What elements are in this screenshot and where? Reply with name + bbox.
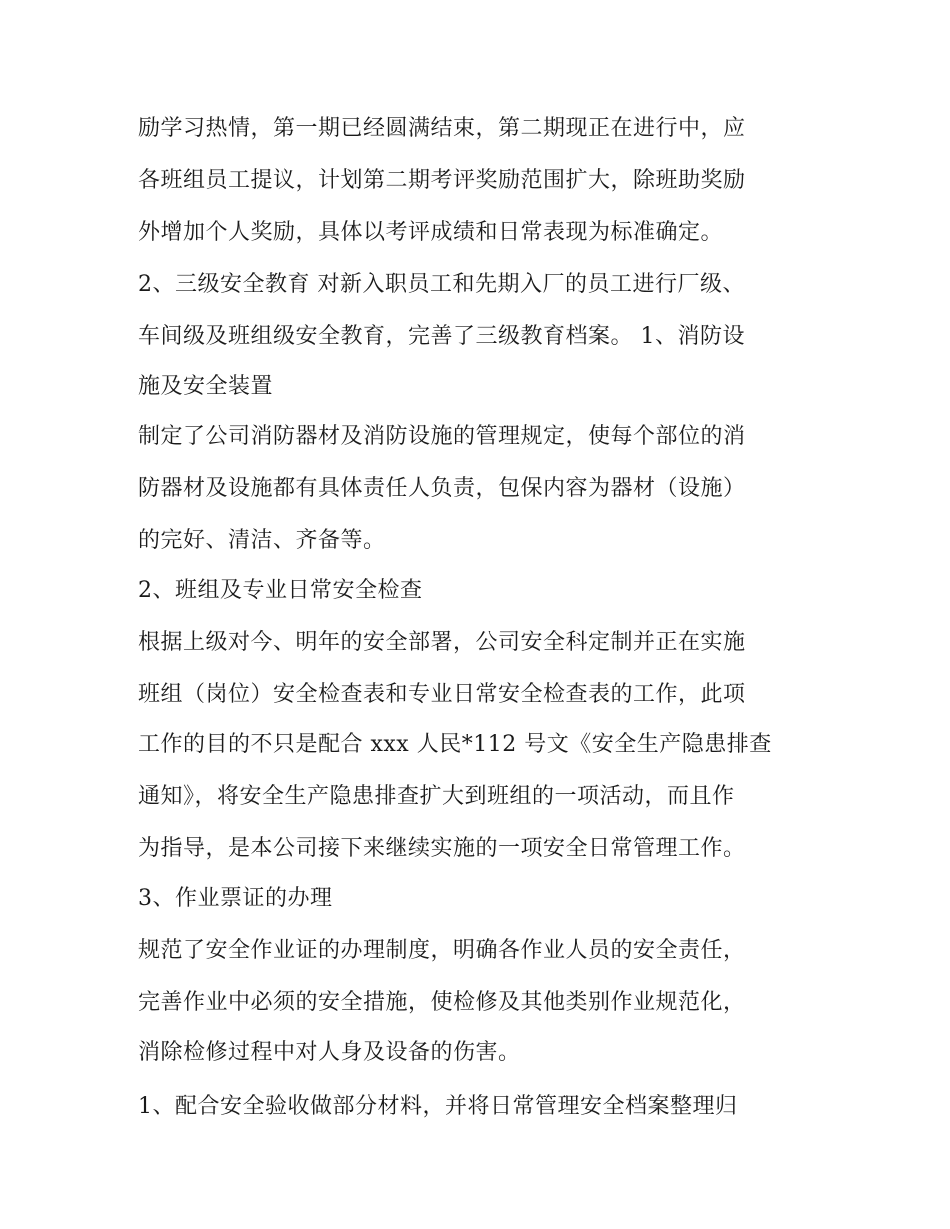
paragraph-line: 制定了公司消防器材及消防设施的管理规定，使每个部位的消 — [138, 424, 746, 449]
paragraph-line: 规范了安全作业证的办理制度，明确各作业人员的安全责任， — [138, 938, 746, 963]
paragraph-line: 根据上级对今、明年的安全部署，公司安全科定制并正在实施 — [138, 630, 746, 655]
paragraph-line: 为指导，是本公司接下来继续实施的一项安全日常管理工作。 — [138, 836, 746, 861]
paragraph-line: 通知》，将安全生产隐患排查扩大到班组的一项活动，而且作 — [138, 784, 735, 809]
section-heading-line: 2、班组及专业日常安全检查 — [138, 578, 423, 603]
paragraph-line: 外增加个人奖励，具体以考评成绩和日常表现为标准确定。 — [138, 220, 724, 245]
section-heading-line: 2、三级安全教育 对新入职员工和先期入厂的员工进行厂级、 — [138, 272, 745, 297]
paragraph-line: 车间级及班组级安全教育，完善了三级教育档案。 1、消防设 — [138, 324, 745, 349]
paragraph-line: 完善作业中必须的安全措施，使检修及其他类别作业规范化， — [138, 990, 746, 1015]
paragraph-line: 各班组员工提议，计划第二期考评奖励范围扩大，除班助奖励 — [138, 168, 746, 193]
paragraph-line: 1、配合安全验收做部分材料，并将日常管理安全档案整理归 — [138, 1094, 738, 1119]
section-heading-line: 3、作业票证的办理 — [138, 886, 333, 911]
paragraph-line: 防器材及设施都有具体责任人负责，包保内容为器材（设施） — [138, 476, 746, 501]
section-heading-line: 施及安全装置 — [138, 374, 274, 399]
paragraph-line: 工作的目的不只是配合 xxx 人民*112 号文《安全生产隐患排查 — [138, 732, 772, 757]
paragraph-line: 消除检修过程中对人身及设备的伤害。 — [138, 1040, 521, 1065]
paragraph-line: 的完好、清洁、齐备等。 — [138, 528, 386, 553]
paragraph-line: 励学习热情，第一期已经圆满结束，第二期现正在进行中，应 — [138, 116, 746, 141]
paragraph-line: 班组（岗位）安全检查表和专业日常安全检查表的工作，此项 — [138, 682, 746, 707]
